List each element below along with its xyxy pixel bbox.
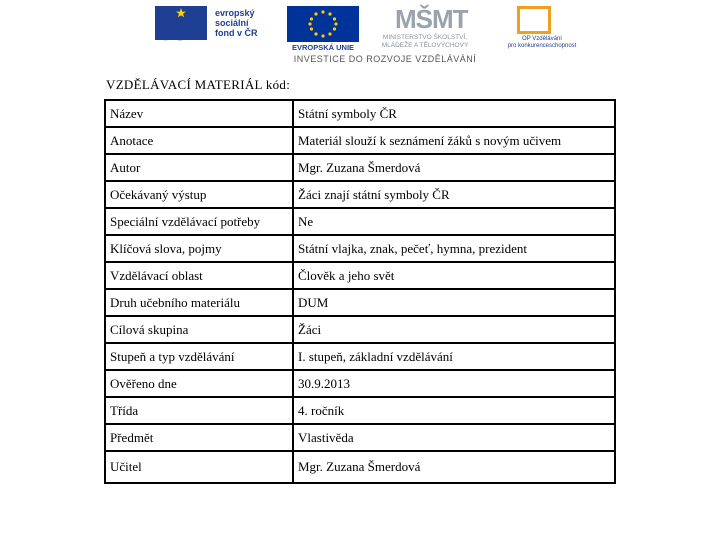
field-label: Stupeň a typ vzdělávání bbox=[105, 343, 293, 370]
field-label: Očekávaný výstup bbox=[105, 181, 293, 208]
eu-caption: EVROPSKÁ UNIE bbox=[291, 43, 355, 52]
field-value: Člověk a jeho svět bbox=[293, 262, 615, 289]
field-value: Mgr. Zuzana Šmerdová bbox=[293, 154, 615, 181]
table-row bbox=[105, 343, 615, 370]
field-label: Druh učebního materiálu bbox=[105, 289, 293, 316]
table-row bbox=[105, 451, 615, 483]
msmt-logo bbox=[365, 4, 485, 54]
page-title: VZDĚLÁVACÍ MATERIÁL kód: bbox=[106, 77, 291, 92]
field-value: Žáci znají státní symboly ČR bbox=[293, 181, 615, 208]
table-row bbox=[105, 181, 615, 208]
field-label: Cílová skupina bbox=[105, 316, 293, 343]
table-row bbox=[105, 208, 615, 235]
field-label: Vzdělávací oblast bbox=[105, 262, 293, 289]
table-row bbox=[105, 424, 615, 451]
field-label: Ověřeno dne bbox=[105, 370, 293, 397]
table-row bbox=[105, 127, 615, 154]
table-row bbox=[105, 316, 615, 343]
msmt-wordmark: MŠMT bbox=[395, 4, 468, 34]
field-label: Anotace bbox=[105, 127, 293, 154]
eu-logo bbox=[287, 6, 359, 54]
field-value: DUM bbox=[293, 289, 615, 316]
field-value: Ne bbox=[293, 208, 615, 235]
field-value: 4. ročník bbox=[293, 397, 615, 424]
field-value: 30.9.2013 bbox=[293, 370, 615, 397]
table-row bbox=[105, 235, 615, 262]
field-label: Předmět bbox=[105, 424, 293, 451]
msmt-caption: MINISTERSTVO ŠKOLSTVÍ, MLÁDEŽE A TĚLOVÝCHOVY bbox=[381, 34, 469, 49]
eu-flag-icon bbox=[287, 6, 359, 42]
esf-wordmark: esf bbox=[157, 14, 195, 47]
esf-caption: evropský sociální fond v ČR bbox=[215, 8, 258, 38]
field-value: Žáci bbox=[293, 316, 615, 343]
table-row bbox=[105, 370, 615, 397]
field-label: Učitel bbox=[105, 451, 293, 483]
table-row bbox=[105, 154, 615, 181]
field-value: Vlastivěda bbox=[293, 424, 615, 451]
table-row bbox=[105, 397, 615, 424]
field-value: Státní vlajka, znak, pečeť, hymna, prezident bbox=[293, 235, 615, 262]
field-label: Autor bbox=[105, 154, 293, 181]
field-label: Speciální vzdělávací potřeby bbox=[105, 208, 293, 235]
field-value: Mgr. Zuzana Šmerdová bbox=[293, 451, 615, 483]
field-value: I. stupeň, základní vzdělávání bbox=[293, 343, 615, 370]
field-value: Materiál slouží k seznámení žáků s novým učivem bbox=[293, 127, 615, 154]
table-row bbox=[105, 289, 615, 316]
table-row bbox=[105, 100, 615, 127]
field-label: Klíčová slova, pojmy bbox=[105, 235, 293, 262]
field-label: Název bbox=[105, 100, 293, 127]
field-value: Státní symboly ČR bbox=[293, 100, 615, 127]
op-logo bbox=[503, 4, 581, 54]
field-label: Třída bbox=[105, 397, 293, 424]
investment-tagline: INVESTICE DO ROZVOJE VZDĚLÁVÁNÍ bbox=[293, 54, 477, 64]
logo-strip bbox=[155, 4, 580, 62]
esf-logo bbox=[155, 6, 280, 54]
table-row bbox=[105, 262, 615, 289]
op-frame-icon bbox=[517, 6, 551, 34]
op-caption: OP Vzdělávání pro konkurenceschopnost bbox=[507, 36, 577, 49]
material-info-table bbox=[104, 99, 616, 484]
